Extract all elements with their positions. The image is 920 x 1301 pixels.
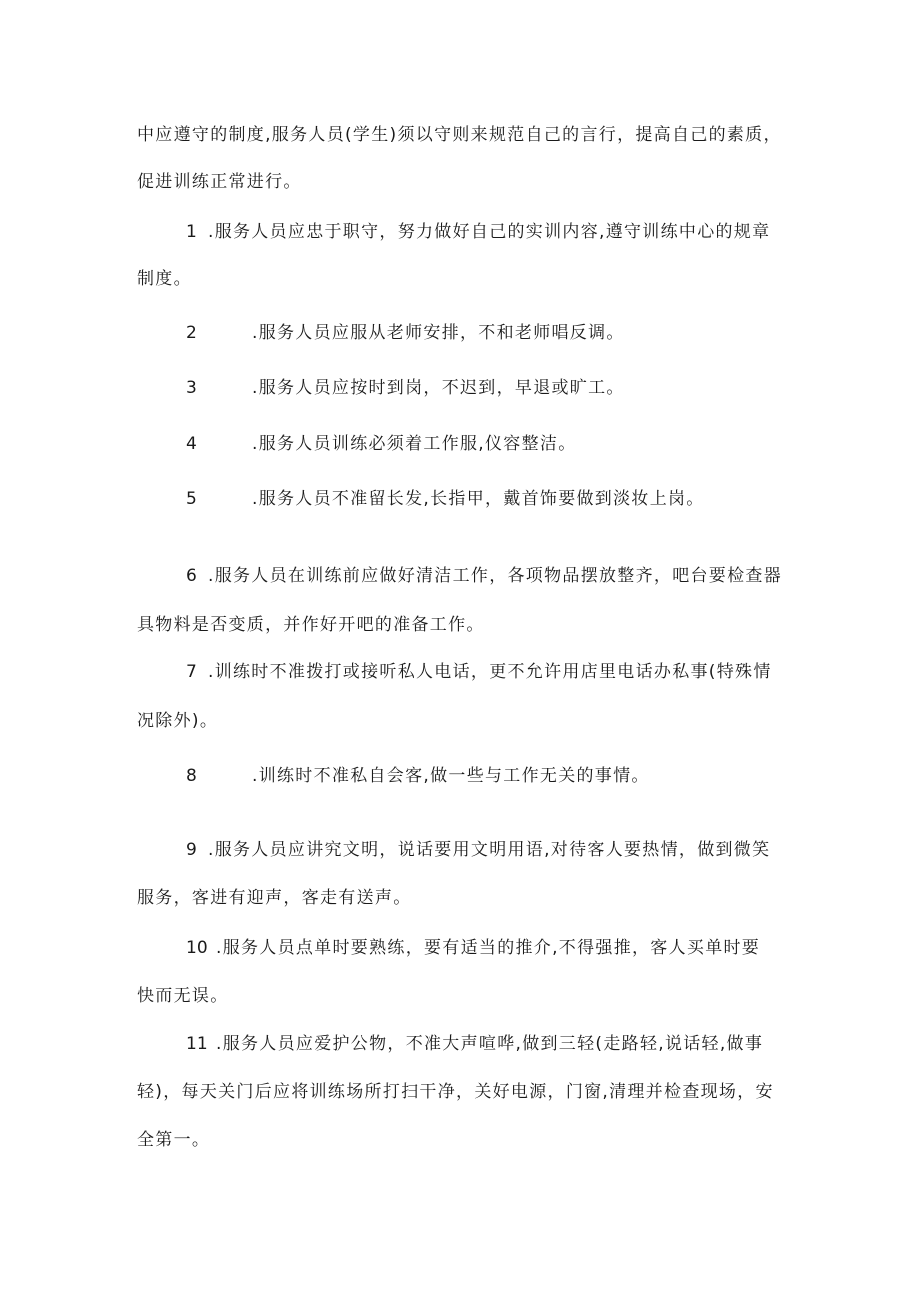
rule-11-number: 11 — [186, 1034, 208, 1054]
rule-7-number: 7 — [186, 662, 197, 682]
rule-6-continuation: 具物料是否变质，并作好开吧的准备工作。 — [137, 615, 485, 635]
intro-line-1: 中应遵守的制度,服务人员(学生)须以守则来规范自己的言行，提高自己的素质， — [137, 125, 782, 145]
rule-1-text: .服务人员应忠于职守，努力做好自己的实训内容,遵守训练中心的规章 — [208, 222, 771, 242]
rule-2-number: 2 — [186, 323, 197, 343]
rule-11-text: .服务人员应爱护公物，不准大声喧哗,做到三轻(走路轻,说话轻,做事 — [216, 1034, 764, 1054]
rule-3-text: .服务人员应按时到岗，不迟到，早退或旷工。 — [252, 378, 625, 398]
rule-6-text: .服务人员在训练前应做好清洁工作，各项物品摆放整齐，吧台要检查器 — [208, 566, 783, 586]
rule-5-text: .服务人员不准留长发,长指甲，戴首饰要做到淡妆上岗。 — [252, 489, 705, 509]
rule-11-continuation-2: 全第一。 — [137, 1130, 211, 1150]
rule-7-text: .训练时不准拨打或接听私人电话，更不允许用店里电话办私事(特殊情 — [208, 662, 772, 682]
rule-8-number: 8 — [186, 766, 197, 786]
rule-1-number: 1 — [186, 222, 197, 242]
rule-4-text: .服务人员训练必须着工作服,仪容整洁。 — [252, 434, 577, 454]
rule-10-text: .服务人员点单时要熟练，要有适当的推介,不得强推，客人买单时要 — [216, 938, 761, 958]
rule-6-number: 6 — [186, 566, 197, 586]
rule-2-text: .服务人员应服从老师安排，不和老师唱反调。 — [252, 323, 625, 343]
rule-7-continuation: 况除外)。 — [137, 711, 219, 731]
rule-10-number: 10 — [186, 938, 208, 958]
rule-8-text: .训练时不准私自会客,做一些与工作无关的事情。 — [252, 766, 650, 786]
rule-4-number: 4 — [186, 434, 197, 454]
rule-9-continuation: 服务，客进有迎声，客走有送声。 — [137, 888, 412, 908]
intro-line-2: 促进训练正常进行。 — [137, 172, 302, 192]
rule-1-continuation: 制度。 — [137, 269, 192, 289]
rule-5-number: 5 — [186, 489, 197, 509]
rule-9-text: .服务人员应讲究文明，说话要用文明用语,对待客人要热情，做到微笑 — [208, 840, 771, 860]
rule-11-continuation: 轻)，每天关门后应将训练场所打扫干净，关好电源，门窗,清理并检查现场，安 — [137, 1082, 774, 1102]
rule-9-number: 9 — [186, 840, 197, 860]
rule-10-continuation: 快而无误。 — [137, 986, 229, 1006]
rule-3-number: 3 — [186, 378, 197, 398]
